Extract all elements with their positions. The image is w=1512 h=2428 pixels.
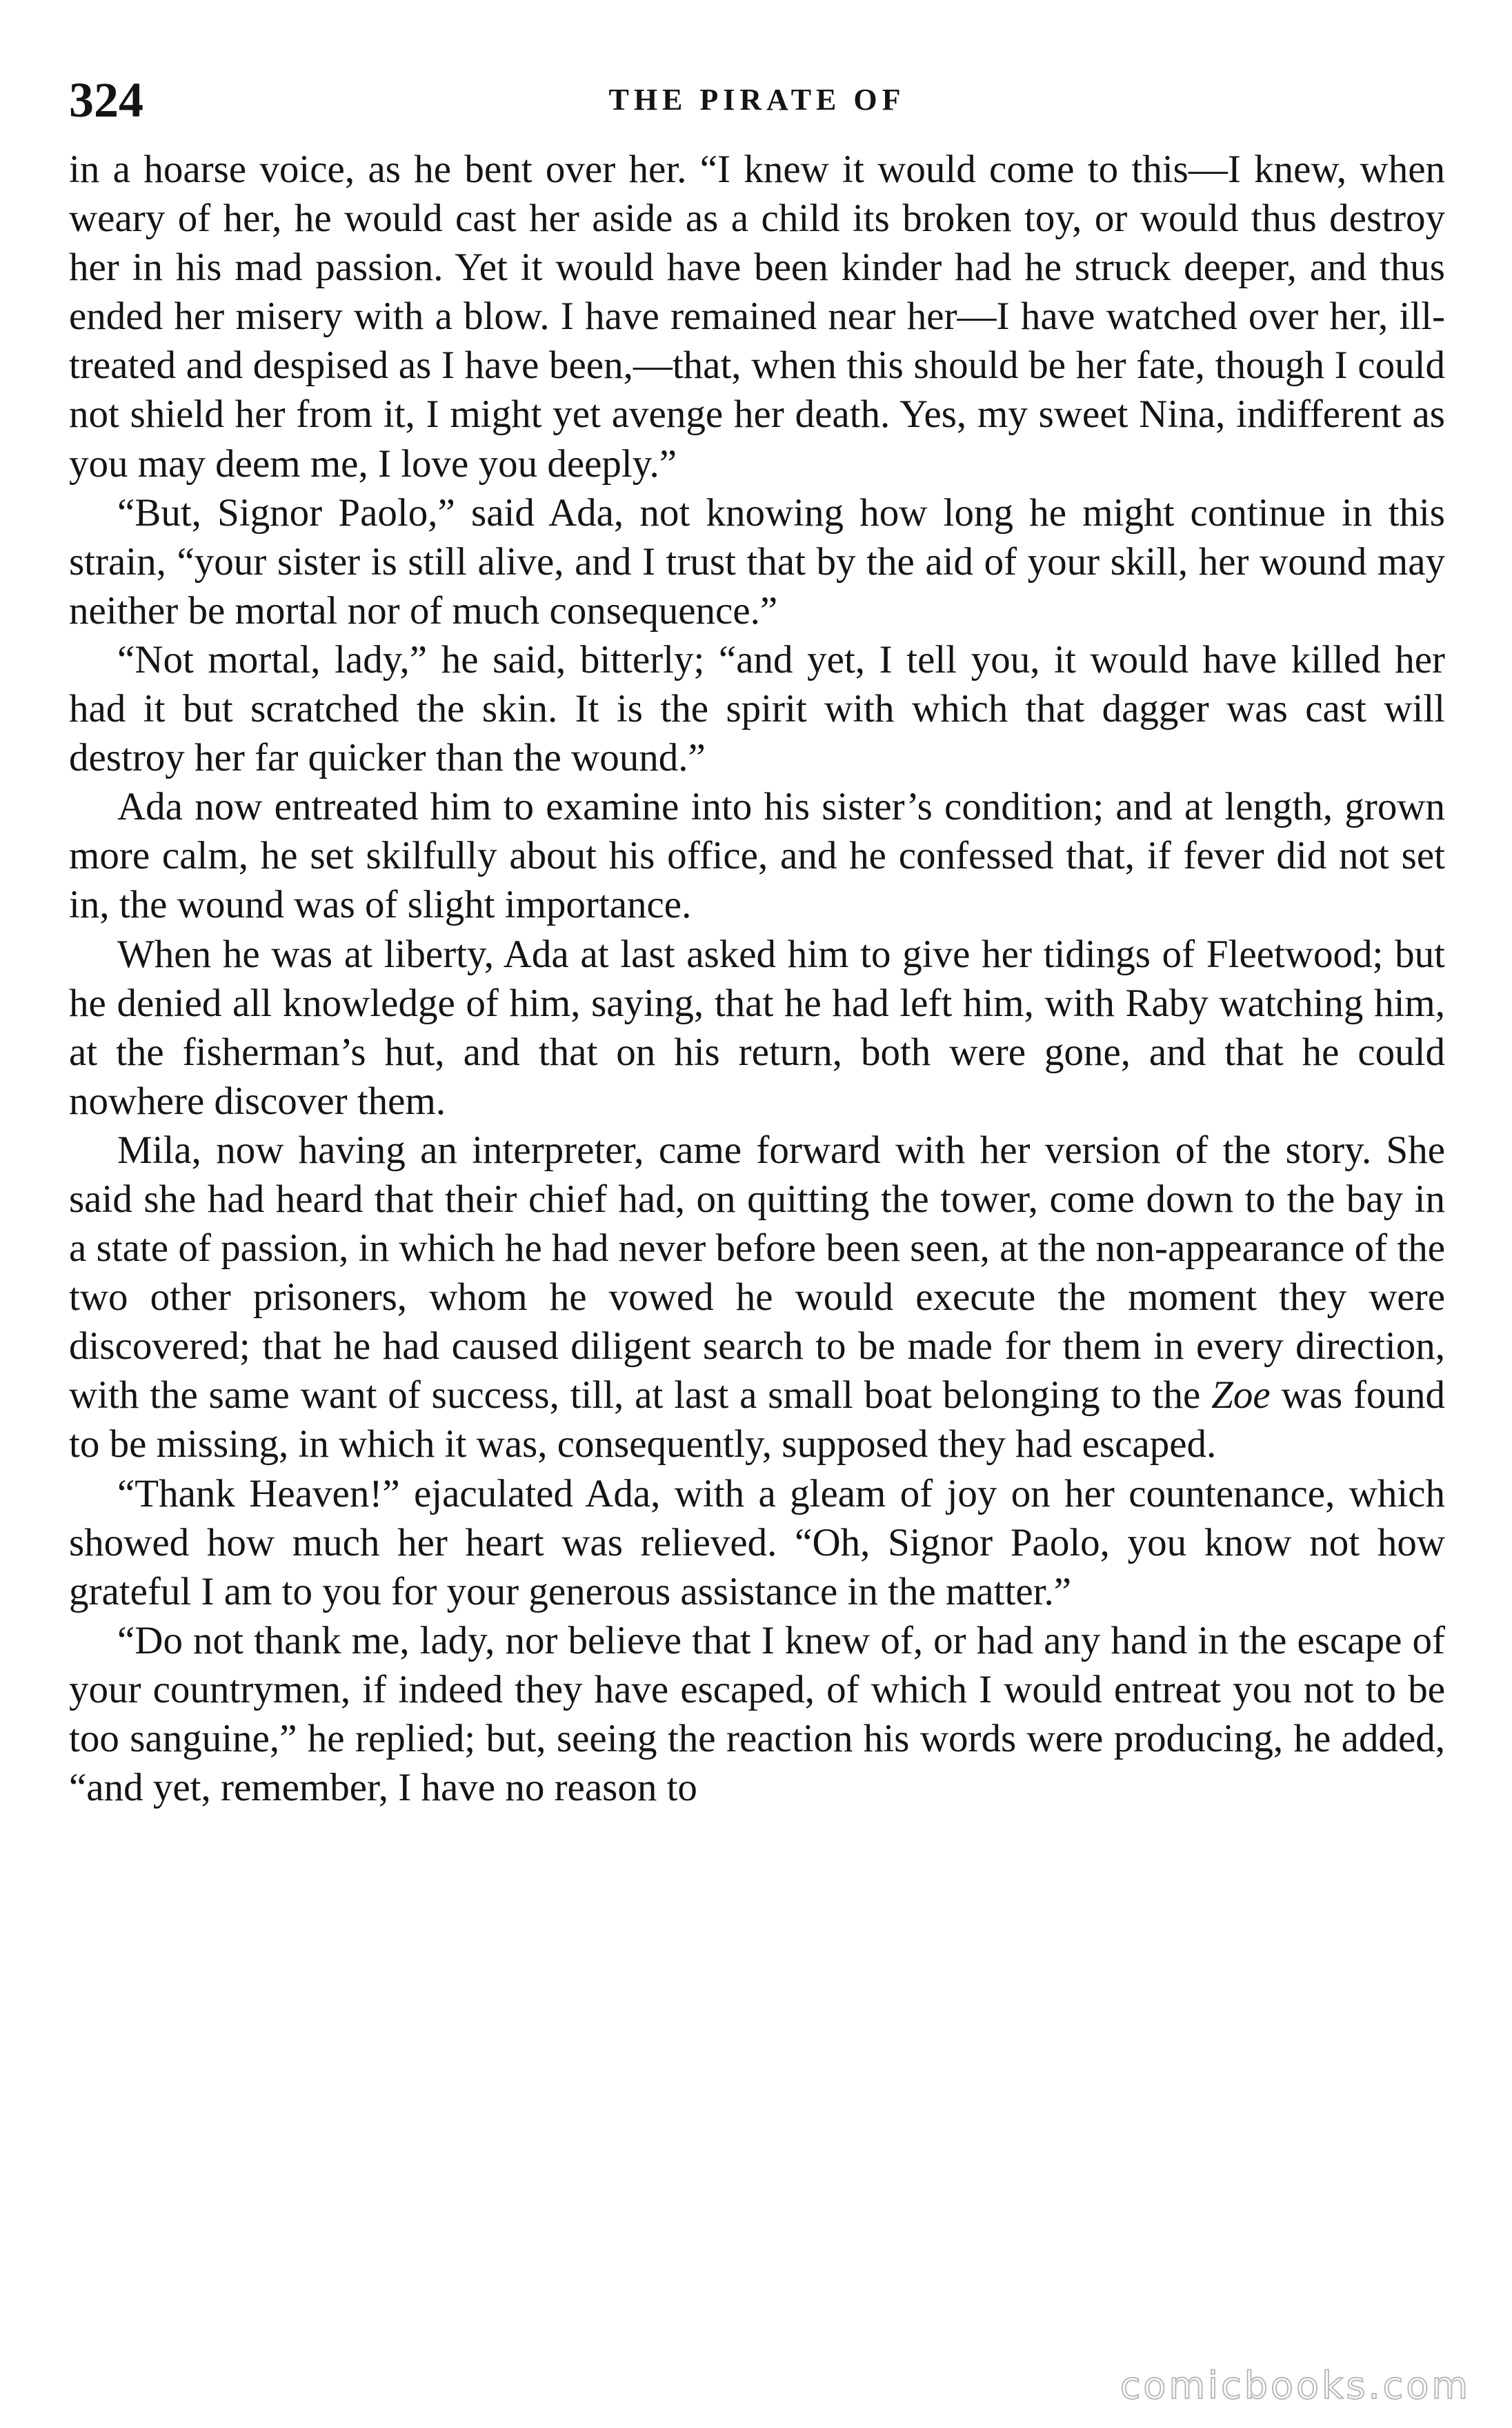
paragraph: When he was at liberty, Ada at last asked him to give her tidings of Fleetwood; but he denied all knowledge of him, saying, that he had left him, with Raby watching him, at the fisherman’s hut, and that on his return, both were gone, and that he could nowhere discover them.: [69, 932, 1445, 1123]
watermark: comicbooks.com: [1120, 2364, 1471, 2407]
page-number: 324: [69, 72, 143, 128]
paragraph: [69, 1126, 1445, 1469]
paragraph: “Thank Heaven!” ejaculated Ada, with a gleam of joy on her countenance, which showed how much her heart was relieved. “Oh, Signor Paolo, you know not how grateful I am to you for your generous assistance in the matter.”: [69, 1471, 1445, 1613]
paragraph-text: was found to be missing, in which it was, consequently, supposed they had escaped.: [69, 1373, 1445, 1466]
running-head: THE PIRATE OF: [608, 83, 906, 117]
page-header: [69, 62, 1445, 138]
ship-name: Zoe: [1211, 1373, 1271, 1417]
paragraph: “Not mortal, lady,” he said, bitterly; “and yet, I tell you, it would have killed her had it but scratched the skin. It is the spirit with which that dagger was cast will destroy her far quicker than the wound.”: [69, 637, 1445, 780]
paragraph: “But, Signor Paolo,” said Ada, not knowing how long he might continue in this strain, “your sister is still alive, and I trust that by the aid of your skill, her wound may neither be mortal nor of much consequence.”: [69, 490, 1445, 633]
paragraph: in a hoarse voice, as he bent over her. “I knew it would come to this—I knew, when weary of her, he would cast her aside as a child its broken toy, or would thus destroy her in his mad passion. Yet it would have been kinder had he struck deeper, and thus ended her misery with a blow. I have remained near her—I have watched over her, ill-treated and despised as I have been,—that, when this should be her fate, though I could not shield her from it, I might yet avenge her death. Yes, my sweet Nina, indifferent as you may deem me, I love you deeply.”: [69, 148, 1445, 486]
paragraph-text: Mila, now having an interpreter, came forward with her version of the story. She said she had heard that their chief had, on quitting the tower, come down to the bay in a state of passion, in which he had never before been seen, at the non-appearance of the two other prisoners, whom he vowed he would execute the moment they were discovered; that he had caused diligent search to be made for them in every direction, with the same want of success, till, at last a small boat belonging to the: [69, 1128, 1445, 1417]
paragraph: Ada now entreated him to examine into his sister’s condition; and at length, grown more calm, he set skilfully about his office, and he confessed that, if fever did not set in, the wound was of slight importance.: [69, 785, 1445, 927]
body-text: [69, 145, 1445, 1812]
paragraph: “Do not thank me, lady, nor believe that I knew of, or had any hand in the escape of your countrymen, if indeed they have escaped, of which I would entreat you not to be too sanguine,” he replied; but, seeing the reaction his words were producing, he added, “and yet, remember, I have no reason to: [69, 1618, 1445, 1810]
